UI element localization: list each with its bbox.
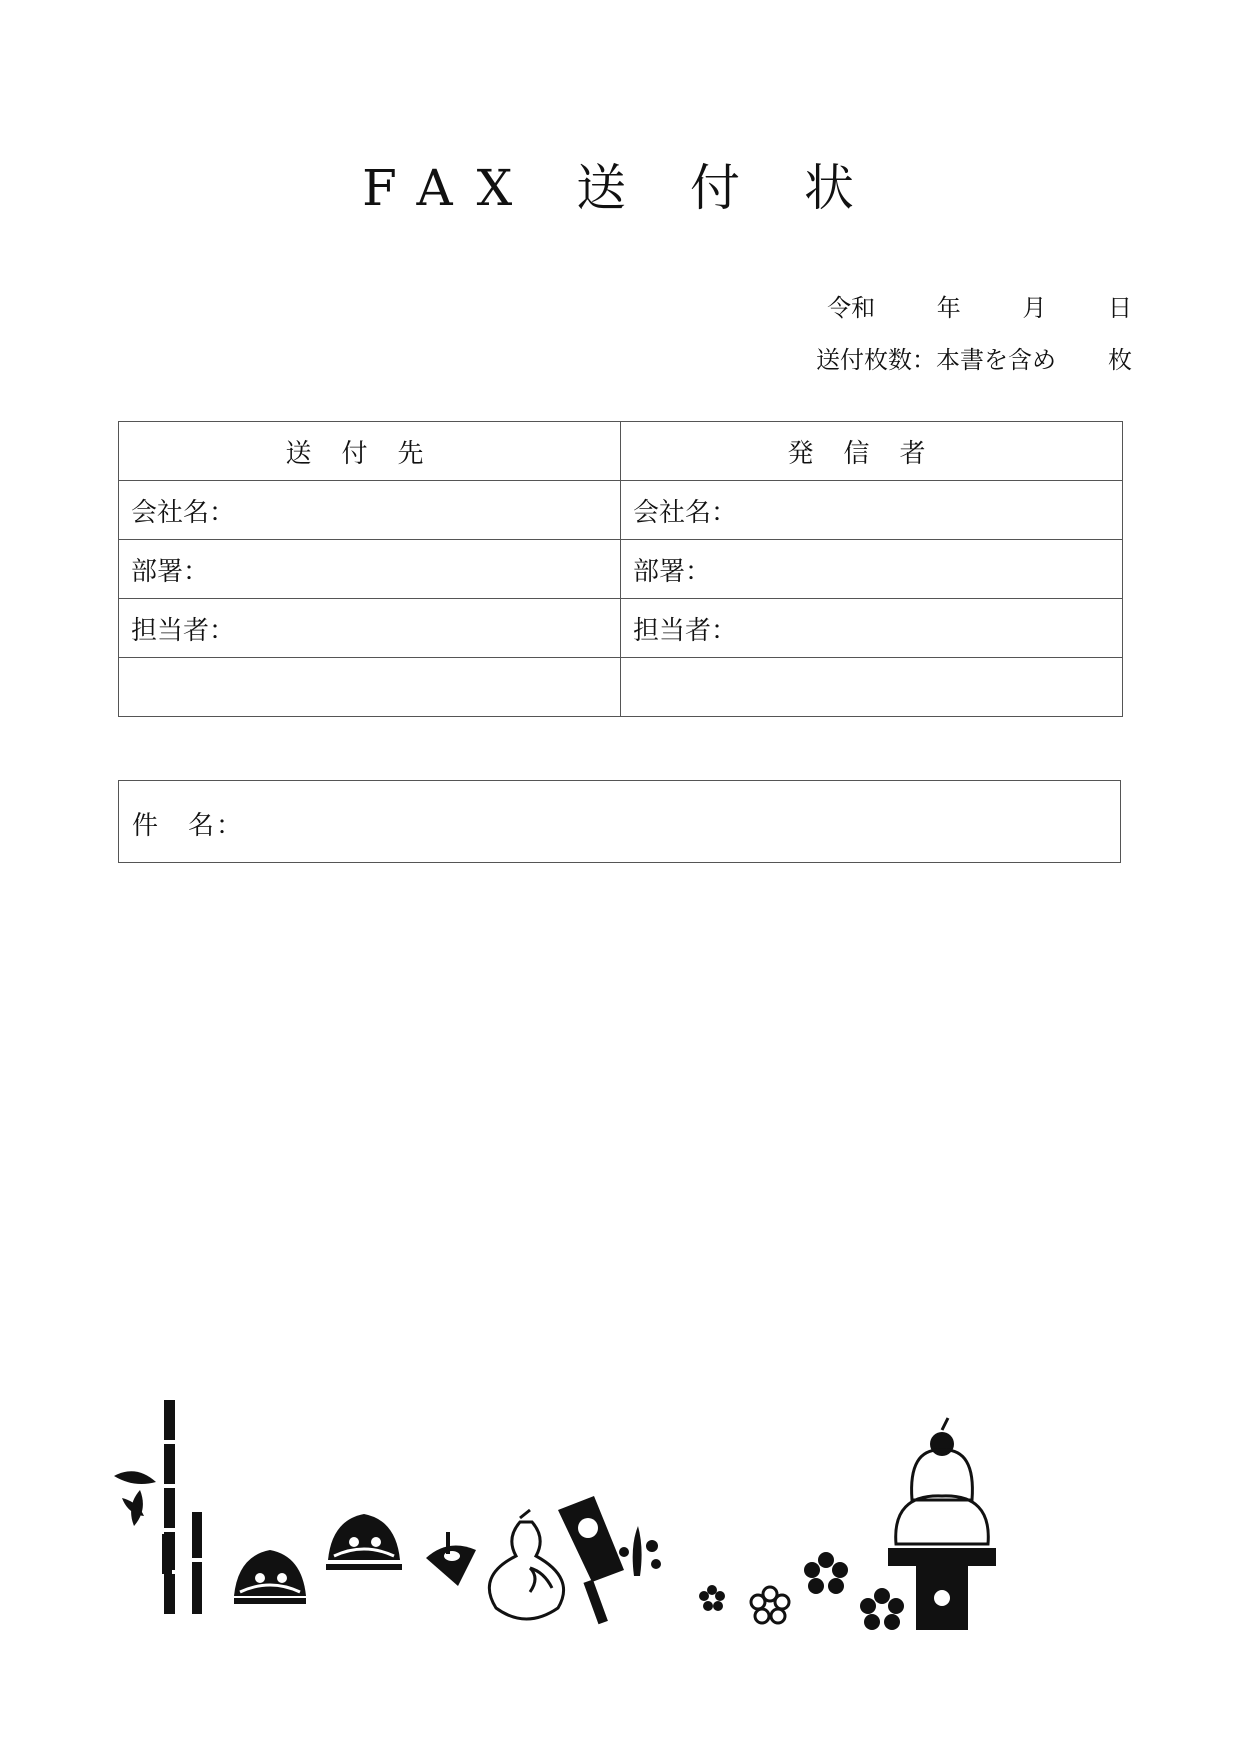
sender-company-field[interactable]: 会社名： [621, 481, 1123, 540]
table-row [119, 658, 1123, 717]
pine-icon [326, 1514, 402, 1570]
recipient-company-field[interactable]: 会社名： [119, 481, 621, 540]
recipient-person-field[interactable]: 担当者： [119, 599, 621, 658]
kagami-mochi-icon [888, 1418, 996, 1630]
sender-department-field[interactable]: 部署： [621, 540, 1123, 599]
address-table [118, 421, 1123, 717]
date-month: 月 [1022, 294, 1047, 322]
table-header-row [119, 422, 1123, 481]
recipient-header: 送付先 [119, 422, 621, 481]
table-row [119, 481, 1123, 540]
plum-blossom-icon [751, 1587, 789, 1623]
recipient-extra-field[interactable] [119, 658, 621, 717]
gourd-icon [489, 1510, 563, 1619]
date-day: 日 [1108, 294, 1132, 322]
sprout-icon [619, 1526, 661, 1576]
page-count-line [816, 345, 1132, 375]
document-title: FAX 送 付 状 [362, 159, 878, 217]
plum-blossom-icon [860, 1588, 904, 1630]
spinning-top-icon [426, 1532, 476, 1586]
hagoita-paddle-icon [558, 1496, 624, 1624]
pine-icon [234, 1550, 306, 1604]
date-era: 令和 [827, 294, 876, 322]
date-year: 年 [936, 294, 961, 322]
subject-box[interactable] [118, 780, 1121, 863]
sender-person-field[interactable]: 担当者： [621, 599, 1123, 658]
page-count-label: 送付枚数：本書を含め [816, 346, 1056, 374]
table-row [119, 540, 1123, 599]
bamboo-icon [114, 1400, 202, 1614]
sender-header: 発信者 [621, 422, 1123, 481]
new-year-decoration [100, 1400, 1140, 1630]
table-row [119, 599, 1123, 658]
plum-blossom-icon [699, 1585, 725, 1611]
recipient-department-field[interactable]: 部署： [119, 540, 621, 599]
date-line [827, 293, 1132, 323]
sender-extra-field[interactable] [621, 658, 1123, 717]
subject-label: 件 名： [132, 811, 245, 841]
page-count-unit: 枚 [1108, 346, 1132, 374]
plum-blossom-icon [804, 1552, 848, 1594]
